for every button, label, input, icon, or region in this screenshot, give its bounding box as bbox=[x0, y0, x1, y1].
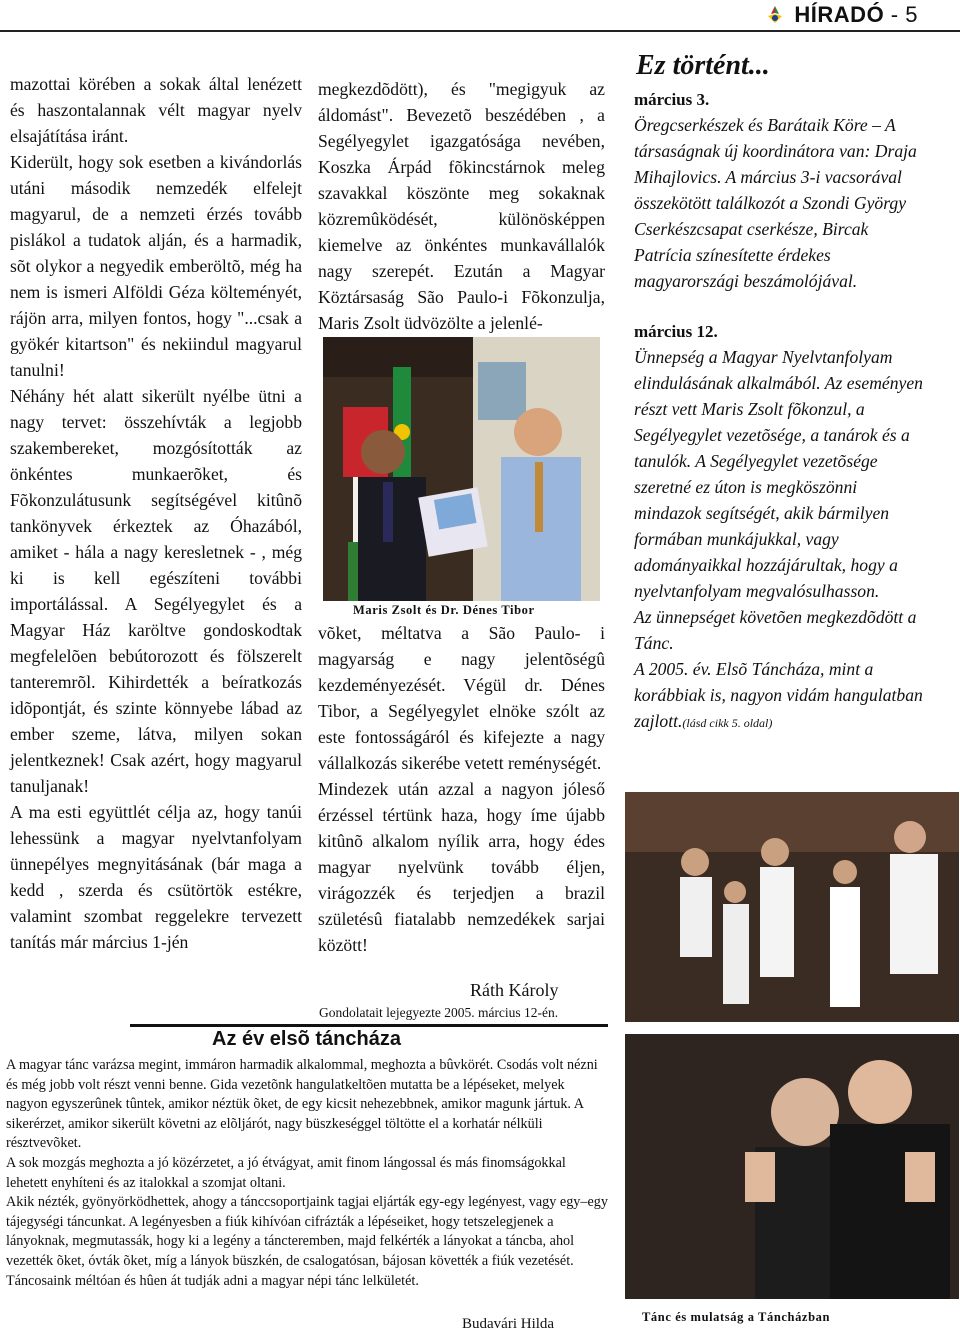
event-text-main: A 2005. év. Elsõ Táncháza, mint a korábbiak is, nagyon vidám hangulatban zajlott. bbox=[634, 659, 923, 731]
event-text bbox=[634, 656, 924, 736]
photo-caption: Maris Zsolt és Dr. Dénes Tibor bbox=[353, 603, 535, 617]
spacer bbox=[634, 294, 924, 320]
photo-consul-and-president bbox=[323, 337, 600, 601]
event-text: Ünnepség a Magyar Nyelvtanfolyam elindulásának alkalmából. Az eseményen részt vett Maris Zsolt fõkonzul, a Segélyegylet vezetõsége, a tanárok és a tanulók. A Segélyegylet vezetõsége szeretné ez úton is megköszönni mindazok segítségét, akik bármilyen formában munkájukkal, vagy adományaikkal hozzájárultak, hogy a nyelvtanfolyam megvalósulhasson. bbox=[634, 347, 923, 601]
author-note: Gondolatait lejegyezte 2005. március 12-én. bbox=[319, 1005, 559, 1020]
paragraph: Kiderült, hogy sok esetben a kivándorlás utáni második nemzedék elfelejt magyarul, de a nemzeti érzés tovább pislákol a tudatok alján, és a harmadik, sõt olykor a negyedik emberöltõ, még ha nem is ismeri Alföldi Géza költeményét, rájön arra, milyen fontos, hogy "...csak a gyökér kitartson" és nekiindul magyarul tanulni! bbox=[10, 152, 302, 380]
page-header bbox=[794, 2, 918, 28]
paragraph: Táncosaink méltóan és hûen át tudják adni a magyar népi tánc lelkületét. bbox=[6, 1272, 419, 1289]
paragraph: Néhány hét alatt sikerült nyélbe ütni a nagy tervet: összehívták a legjobb szakembereket, mozgósították az önkéntes munkaerõket, és Fõkonzulátusunk segítségével kitûnõ tankönyvek érkeztek az Óhazából, amiket - hála a nagy keresletnek - , még ki is kell egészíteni további importálással. A Segélyegylet és a Magyar Ház karöltve gondoskodtak megfelelõen bebútorozott és fölszerelt tanteremrõl. Kihirdették a beíratkozás idõpontját, és szinte könnyebe lábad az ember szeme, látva, milyen sokan jelentkeznek! Csak azért, hogy magyarul tanuljanak! bbox=[10, 386, 302, 796]
paragraph: A sok mozgás meghozta a jó közérzetet, a jó étvágyat, amit finom lángossal és más finomságokkal lehetett enyhíteni és az italokkal a szomjat oltani. bbox=[6, 1154, 566, 1191]
event-date: március 3. bbox=[634, 90, 710, 109]
section-rule bbox=[130, 1024, 608, 1027]
page-number: 5 bbox=[905, 2, 918, 27]
paragraph: megkezdõdött), és "megigyuk az áldomást". Bevezetõ beszédében , a Segélyegylet igazgatósága nevében, Koszka Árpád fõkincstárnok meleg szavakkal köszönte meg sokaknak közremûködését, különösképpen kiemelve az önkéntes munkavállalók nagy szerepét. Ezután a Magyar Köztársaság São Paulo-i Fõkonzulja, Maris Zsolt üdvözölte a jelenlé- bbox=[318, 79, 605, 333]
event-reference: (lásd cikk 5. oldal) bbox=[682, 716, 773, 730]
article-body bbox=[6, 1056, 608, 1291]
event-date: március 12. bbox=[634, 322, 718, 341]
article-title: Az év elsõ táncháza bbox=[212, 1028, 401, 1050]
article-column-2 bbox=[318, 76, 605, 336]
article-column-1 bbox=[10, 71, 302, 955]
author-signature: Budavári Hilda bbox=[462, 1316, 555, 1332]
events-column bbox=[634, 88, 924, 736]
photo-caption: Tánc és mulatság a Táncházban bbox=[642, 1310, 831, 1324]
article-column-2-continued bbox=[318, 620, 605, 958]
event-text: Az ünnepséget követõen megkezdõdött a Tánc. bbox=[634, 607, 917, 653]
column-heading: Ez történt... bbox=[636, 50, 770, 81]
event-text: Öregcserkészek és Barátaik Köre – A társaságnak új koordinátora van: Draja Mihajlovics. A március 3-i vacsorával összekötött találkozót a Szondi György Cserkészcsapat cserkésze, Bircak Patrícia színesítette érdekes magyarországi beszámolójával. bbox=[634, 115, 917, 291]
section-name: HÍRADÓ bbox=[794, 2, 885, 27]
paragraph: Akik nézték, gyönyörködhettek, ahogy a tánccsoportjaink tagjai eljárták egy-egy legényest, vagy egy–egy tájegységi táncunkat. A legényesben a fiúk kihívóan cifrázták a lépéseiket, hogy tetszelegjenek a lányoknak, megmutassák, hogy ki a legény a táncteremben, majd felkérték a lányokat a táncba, ahol vezették õket, óvták õket, míg a lányok büszkén, de csalogatósan, bájosan követték a fiúk vezetését. bbox=[6, 1194, 608, 1269]
header-separator: - bbox=[884, 2, 906, 27]
paragraph: mazottai körében a sokak által lenézett és haszontalannak vélt magyar nyelv elsajátítása iránt. bbox=[10, 74, 302, 146]
author-signature: Ráth Károly bbox=[470, 980, 559, 1000]
paragraph: Mindezek után azzal a nagyon jóleső érzéssel tértünk haza, hogy íme újabb kitûnõ alkalom nyílik arra, hogy édes magyar nyelvünk tovább éljen, virágozzék és terjedjen a brazil születésû fiatalabb nemzedékek sarjai között! bbox=[318, 779, 605, 955]
header-rule bbox=[0, 30, 960, 32]
brand-logo bbox=[764, 4, 786, 26]
paragraph: A ma esti együttlét célja az, hogy tanúi lehessünk a magyar nyelvtanfolyam ünnepélyes megnyitásának (bár maga a kedd , szerda és csütörtök estékre, valamint szombat reggelekre tervezett tanítás már március 1-jén bbox=[10, 802, 302, 952]
photo-dance-house bbox=[625, 792, 959, 1299]
paragraph: võket, méltatva a São Paulo- i magyarság e nagy jelentõségû kezdeményezését. Végül dr. Dénes Tibor, a Segélyegylet elnöke szólt az este fontosságáról és kifejezte a nagy vállalkozás sikerébe vetett reménységét. bbox=[318, 623, 605, 773]
paragraph: A magyar tánc varázsa megint, immáron harmadik alkalommal, meghozta a bûvkörét. Csodás volt nézni és még jobb volt részt venni benne. Gida vezetõnk hangulatkeltõen mutatta be a lépéseket, melyek nagyon egyszerûnek tûntek, amikor néztük õket, de egy kicsit nehezebbnek, amikor magunk jártuk. A sikerérzet, amikor sikerült követni az elõljárót, nagy büszkeséggel töltötte el a korhatár nélküli résztvevõket. bbox=[6, 1057, 598, 1152]
